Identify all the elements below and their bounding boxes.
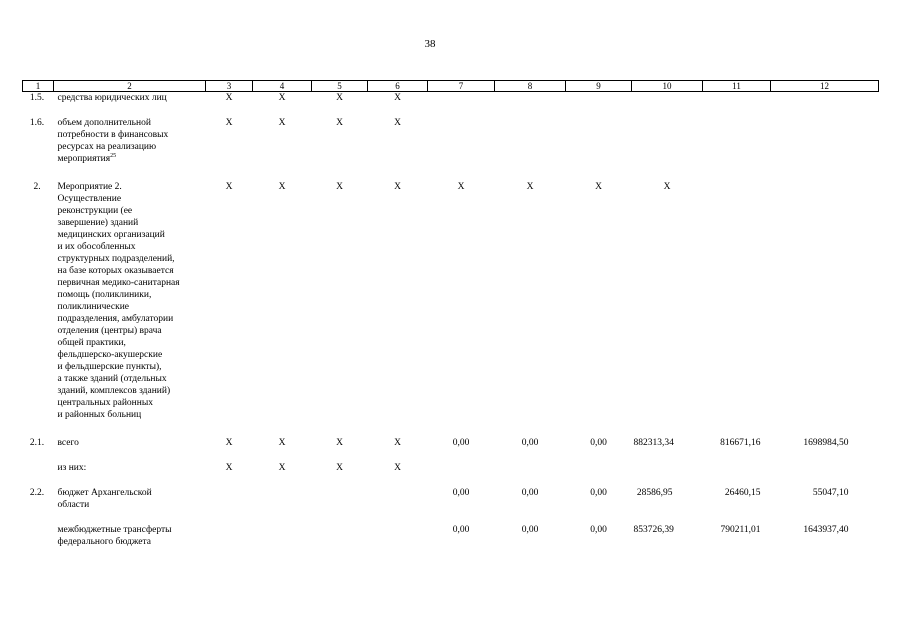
program-table [22, 80, 879, 548]
column-header-7: 7 [428, 81, 495, 92]
row-label-line: Осуществление [57, 194, 122, 204]
cell-mark: X [225, 438, 233, 448]
column-header-5: 5 [312, 81, 368, 92]
cell-value: 0,00 [590, 438, 607, 448]
cell-mark: X [394, 463, 401, 473]
row-number: 2.2. [29, 488, 45, 498]
cell-mark: X [225, 463, 233, 473]
cell-mark: X [336, 438, 343, 448]
cell-mark: X [336, 93, 343, 103]
row-label-line: бюджет Архангельской [57, 488, 152, 498]
row-label-line: первичная медико-санитарная [57, 278, 180, 288]
header-row [23, 81, 879, 92]
table-row-of-which [23, 462, 879, 474]
cell-value: 1643937,40 [803, 525, 849, 535]
row-label-line: всего [57, 438, 79, 448]
row-label-line: Мероприятие 2. [57, 182, 122, 192]
column-header-8: 8 [495, 81, 566, 92]
row-label-line: из них: [57, 463, 87, 473]
cell-mark: X [225, 118, 233, 128]
column-header-11: 11 [703, 81, 771, 92]
cell-value: 0,00 [590, 525, 607, 535]
row-label-line: зданий, комплексов зданий) [57, 386, 171, 396]
row-label-line: медицинских организаций [57, 230, 165, 240]
cell-value: 882313,34 [633, 438, 674, 448]
row-label-line: объем дополнительной [57, 118, 151, 128]
row-label [54, 462, 206, 474]
table-row-2-2 [23, 487, 879, 511]
row-label-line: помощь (поликлиники, [57, 290, 152, 300]
cell-value: 0,00 [590, 488, 607, 498]
cell-value: 0,00 [521, 488, 539, 498]
row-label-line: и районных больниц [57, 410, 142, 420]
cell-mark: X [336, 118, 343, 128]
cell-value: 0,00 [452, 488, 470, 498]
row-number: 1.6. [29, 118, 45, 128]
cell-mark: X [336, 463, 343, 473]
cell-mark: X [394, 118, 401, 128]
cell-value: 1698984,50 [803, 438, 849, 448]
cell-mark: X [278, 93, 286, 103]
row-label-line: и их обособленных [57, 242, 136, 252]
row-label-line: области [57, 500, 90, 510]
page-number: 38 [424, 38, 436, 50]
cell-value: 853726,39 [633, 525, 674, 535]
table-row-1-6 [23, 117, 879, 165]
cell-mark: X [278, 182, 286, 192]
cell-value: 26460,15 [724, 488, 761, 498]
cell-mark: X [278, 463, 286, 473]
cell-mark: X [457, 182, 465, 192]
row-label-line: федерального бюджета [57, 537, 151, 547]
cell-value: 0,00 [452, 525, 470, 535]
row-label-line: и фельдшерские пункты), [57, 362, 162, 372]
cell-value: 790211,01 [720, 525, 761, 535]
row-label-line: структурных подразделений, [57, 254, 175, 264]
column-header-6: 6 [368, 81, 428, 92]
cell-mark: X [225, 93, 233, 103]
row-label-line: отделения (центры) врача [57, 326, 162, 336]
table-row-2-1 [23, 437, 879, 449]
row-label [54, 437, 206, 449]
footnote-ref: 25 [110, 153, 117, 159]
row-label-line: ресурсах на реализацию [57, 142, 157, 152]
column-header-1: 1 [23, 81, 54, 92]
column-header-3: 3 [206, 81, 253, 92]
row-label-line: реконструкции (ее [57, 206, 133, 216]
row-label-line: центральных районных [57, 398, 153, 408]
row-label-line: фельдшерско-акушерские [57, 350, 163, 360]
cell-mark: X [225, 182, 233, 192]
column-header-4: 4 [253, 81, 312, 92]
row-label [54, 117, 206, 165]
cell-mark: X [663, 182, 671, 192]
row-label [54, 92, 206, 105]
cell-value: 55047,10 [812, 488, 849, 498]
row-label [54, 181, 206, 421]
cell-value: 28586,95 [636, 488, 673, 498]
cell-value: 0,00 [452, 438, 470, 448]
cell-mark: X [595, 182, 602, 192]
cell-value: 0,00 [521, 438, 539, 448]
cell-mark: X [394, 182, 401, 192]
column-header-2: 2 [54, 81, 206, 92]
table-row-2 [23, 181, 879, 421]
cell-mark: X [394, 93, 401, 103]
row-label-line: межбюджетные трансферты [57, 525, 172, 535]
row-label-line: потребности в финансовых [57, 130, 169, 140]
row-label-line: средства юридических лиц [57, 93, 167, 103]
column-header-9: 9 [566, 81, 632, 92]
row-label-line: общей практики, [57, 338, 126, 348]
table-row-federal-transfers [23, 524, 879, 548]
column-header-10: 10 [632, 81, 703, 92]
row-label-line: а также зданий (отдельных [57, 374, 167, 384]
row-label-line: мероприятия [57, 154, 111, 164]
cell-mark: X [394, 438, 401, 448]
cell-mark: X [526, 182, 534, 192]
row-label [54, 487, 206, 511]
cell-value: 816671,16 [720, 438, 761, 448]
row-label-line: на базе которых оказывается [57, 266, 174, 276]
row-label-line: завершение) зданий [57, 218, 139, 228]
row-number: 1.5. [29, 93, 45, 103]
column-header-12: 12 [771, 81, 879, 92]
row-number: 2. [33, 182, 41, 192]
cell-value: 0,00 [521, 525, 539, 535]
row-number: 2.1. [29, 438, 45, 448]
cell-mark: X [278, 118, 286, 128]
row-label [54, 524, 206, 548]
row-label-line: подразделения, амбулатории [57, 314, 174, 324]
row-label-line: поликлинические [57, 302, 130, 312]
cell-mark: X [336, 182, 343, 192]
table-row-1-5 [23, 92, 879, 105]
cell-mark: X [278, 438, 286, 448]
